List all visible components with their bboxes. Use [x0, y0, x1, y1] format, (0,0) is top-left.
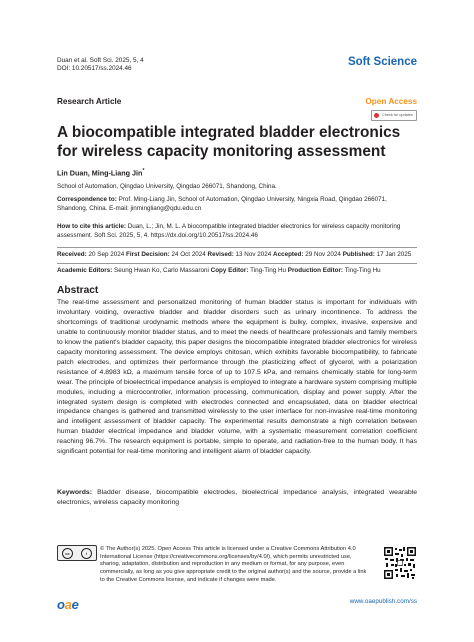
cite-label: How to cite this article:: [57, 223, 126, 230]
corresponding-mark: *: [142, 168, 145, 174]
academic-editors-label: Academic Editors:: [57, 267, 113, 274]
check-updates-icon: [374, 113, 379, 118]
journal-header: [57, 57, 144, 74]
license-text: © The Author(s) 2025. Open Access This article is licensed under a Creative Commons Attribution 4.0 International License (https://creativecommons.org/licenses/by/4.0/), which permits unrestricted use, sharing, adaptation, distribution and reproduction in any medium or format, for any purpose, even commercially, as long as you give appropriate credit to the original author(s) and the source, provide a link to the Creative Commons license, and indicate if changes were made.: [100, 546, 367, 583]
editors-line: [57, 267, 417, 276]
correspondence-label: Correspondence to:: [57, 196, 117, 203]
qr-code-icon: [383, 546, 417, 580]
keywords-text: Bladder disease, biocompatible electrodes, bioelectrical impedance analysis, integrated wearable electronics, wireless capacity monitoring: [57, 489, 418, 506]
production-editor-label: Production Editor:: [287, 267, 344, 274]
cite-text: Duan, L.; Jin, M. L. A biocompatible integrated bladder electronics for wireless capacity monitoring assessment. Soft Sci. 2025, 5, 4. https://dx.doi.org/10.20517/ss.2024.46: [57, 223, 401, 239]
citation-line: Duan et al. Soft Sci. 2025, 5, 4: [57, 57, 144, 64]
received-label: Received:: [57, 251, 87, 258]
correspondence: [57, 196, 417, 214]
check-updates-label: Check for updates: [382, 113, 413, 117]
affiliation: School of Automation, Qingdao University, Qingdao 266071, Shandong, China.: [57, 183, 277, 190]
cc-license-badge[interactable]: [57, 545, 97, 561]
divider: [57, 263, 417, 264]
by-icon: i: [81, 548, 92, 559]
publisher-url[interactable]: www.oaepublish.com/ss: [349, 598, 417, 605]
correspondence-text: Prof. Ming-Liang Jin, School of Automation, Qingdao University, Ningxia Road, Qingdao 266071, Shandong, China. E-mail: jinmingliang@qdu.edu.cn: [57, 196, 387, 212]
authors-text: Lin Duan, Ming-Liang Jin: [57, 168, 143, 178]
article-dates: [57, 251, 417, 260]
abstract-body: The real-time assessment and personalized monitoring of human bladder status is important for individuals with involuntary voiding, overactive bladder and bladder disorders such as urinary incontinence. To address the shortcomings of traditional urodynamic methods where the equipment is bulky, complex, invasive, expensive and unable to continuously monitor bladder status, and to meet the needs of healthcare professionals and family members to know the patient's bladder capacity, this paper designs the biocompatible integrated bladder electronics for wireless capacity monitoring assessment. The device employs chitosan, which exhibits favorable biocompatibility, to fabricate patch electrodes, and optimizes their performance through the plasticizing effect of glycerol, with a polarization resistance of 4.8983 kΩ, a maximum tensile force of up to 107.5 kPa, and remains chemically stable for long-term wear. The principle of bioelectrical impedance analysis is employed to integrate a hardware system comprising multiple modules, including a microcontroller, information processing, communication, display and power supply. After the integrated system design is completed with electrodes connected and encapsulated, data on bladder electrical impedance changes is gathered and transmitted wirelessly to the user interface for non-invasive real-time monitoring and intelligent assessment of bladder capacity. The experimental results demonstrate a high correlation between human bladder electrical impedance and bladder volume, with a systematic measurement correlation coefficient reaching 96.7%. The research equipment is portable, simple to operate, and radiation-free to the human body. It has significant potential for real-time monitoring and intelligent alarm of bladder capacity.: [57, 299, 417, 456]
open-access-label: Open Access: [365, 97, 417, 106]
abstract-heading: Abstract: [57, 285, 99, 296]
logo-a: a: [64, 597, 72, 612]
revised-date: 13 Nov 2024: [235, 251, 272, 258]
keywords: [57, 488, 417, 508]
revised-label: Revised:: [207, 251, 234, 258]
divider: [57, 247, 417, 248]
journal-brand[interactable]: Soft Science: [347, 56, 417, 68]
logo-o: o: [57, 597, 65, 612]
accepted-date: 29 Nov 2024: [305, 251, 341, 258]
received-date: 20 Sep 2024: [88, 251, 125, 258]
keywords-label: Keywords:: [57, 489, 92, 496]
copy-editor-label: Copy Editor:: [210, 267, 249, 274]
cc-icon: cc: [62, 548, 73, 559]
publisher-logo[interactable]: [57, 597, 79, 612]
doi-line[interactable]: DOI: 10.20517/ss.2024.46: [57, 65, 132, 73]
author-list: [57, 168, 144, 177]
logo-e: e: [71, 597, 79, 612]
published-label: Published:: [342, 251, 375, 258]
article-title: A biocompatible integrated bladder electronics for wireless capacity monitoring assessment: [57, 124, 401, 160]
copy-editor: Ting-Ting Hu: [250, 267, 287, 274]
check-updates-button[interactable]: [371, 110, 417, 121]
how-to-cite: [57, 223, 417, 241]
published-date: 17 Jan 2025: [376, 251, 412, 258]
academic-editors: Seung Hwan Ko, Carlo Massaroni: [114, 267, 209, 274]
accepted-label: Accepted:: [273, 251, 304, 258]
first-decision-label: First Decision:: [125, 251, 170, 258]
article-type: Research Article: [57, 97, 122, 106]
first-decision-date: 24 Oct 2024: [171, 251, 206, 258]
production-editor: Ting-Ting Hu: [344, 267, 381, 274]
